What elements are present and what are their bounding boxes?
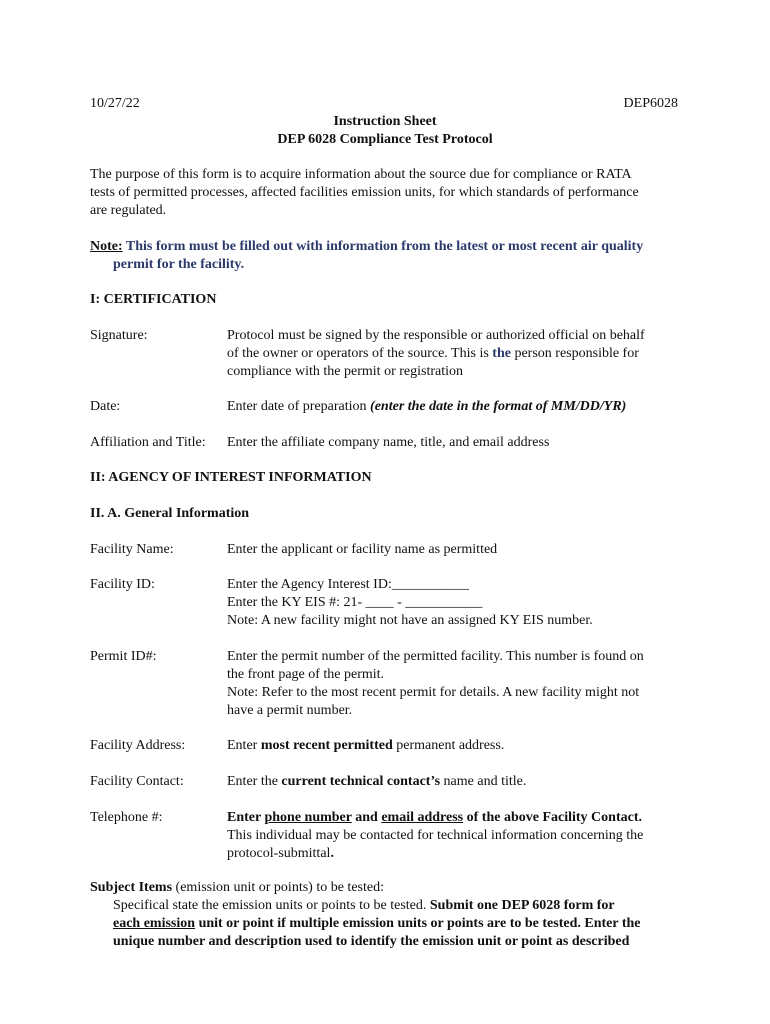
text-run: of the owner or operators of the source. This is — [227, 346, 493, 361]
text-run: Enter — [227, 738, 261, 753]
permit-id-instructions — [227, 648, 683, 720]
text-run: name and title. — [440, 774, 527, 789]
text-run: email address — [381, 810, 464, 825]
affiliation-label: Affiliation and Title: — [90, 435, 206, 450]
facility-id-instructions — [227, 576, 683, 630]
subject-items-heading — [90, 879, 384, 897]
note-text: permit for the facility. — [113, 257, 245, 272]
telephone-label: Telephone #: — [90, 810, 163, 825]
note-label: Note: — [90, 239, 123, 254]
text-run: Enter — [227, 810, 265, 825]
facility-name-label: Facility Name: — [90, 542, 174, 557]
text-run: (enter the date in the format of MM/DD/YR) — [370, 399, 627, 414]
text-run: permanent address. — [392, 738, 505, 753]
text-run: most recent permitted — [260, 738, 393, 753]
text-run: of the above Facility Contact. — [463, 810, 642, 825]
text-run: each emission — [113, 916, 196, 931]
text-line: Enter the KY EIS #: 21- ____ - ___________ — [227, 595, 483, 610]
general-information-heading: II. A. General Information — [90, 506, 250, 521]
text-run: Enter the — [227, 774, 282, 789]
text-run: Enter date of preparation — [227, 399, 371, 414]
intro-line: The purpose of this form is to acquire information about the source due for compliance or RATA — [90, 167, 632, 182]
note-text: This form must be filled out with information from the latest or most recent air quality — [122, 239, 644, 254]
text-line — [227, 809, 683, 827]
section-certification-heading: I: CERTIFICATION — [90, 292, 217, 307]
text-line: compliance with the permit or registration — [227, 364, 463, 379]
text-line: This individual may be contacted for technical information concerning the — [227, 828, 644, 843]
section-agency-heading: II: AGENCY OF INTEREST INFORMATION — [90, 470, 372, 485]
text-line: Note: A new facility might not have an assigned KY EIS number. — [227, 613, 593, 628]
text-line — [227, 345, 683, 363]
date-label: Date: — [90, 399, 121, 414]
text-run: phone number — [264, 810, 352, 825]
facility-address-label: Facility Address: — [90, 738, 186, 753]
facility-contact-instructions — [227, 773, 683, 791]
text-run: and — [351, 810, 382, 825]
text-run: Subject Items — [90, 880, 173, 895]
date-instructions — [227, 398, 683, 416]
text-run: person responsible for — [510, 346, 639, 361]
text-line — [113, 915, 682, 933]
signature-instructions — [227, 327, 683, 381]
text-line: Enter the Agency Interest ID:___________ — [227, 577, 469, 592]
intro-line: are regulated. — [90, 203, 167, 218]
text-line: unique number and description used to identify the emission unit or point as described — [113, 934, 630, 949]
title-instruction-sheet: Instruction Sheet — [333, 114, 437, 129]
text-run: current technical contact’s — [281, 774, 441, 789]
note-block — [90, 238, 682, 274]
text-line — [227, 845, 683, 863]
text-run: (emission unit or points) to be tested: — [172, 880, 384, 895]
text-run: protocol-submittal — [227, 846, 331, 861]
header-date: 10/27/22 — [90, 96, 140, 111]
intro-line: tests of permitted processes, affected facilities emission units, for which standards of performance — [90, 185, 639, 200]
facility-address-instructions — [227, 737, 683, 755]
title-form-name: DEP 6028 Compliance Test Protocol — [277, 132, 493, 147]
text-run: Specifical state the emission units or points to be tested. — [113, 898, 430, 913]
text-line: the front page of the permit. — [227, 667, 385, 682]
permit-id-label: Permit ID#: — [90, 649, 157, 664]
text-line: Enter the permit number of the permitted facility. This number is found on — [227, 649, 644, 664]
text-run: Submit one DEP 6028 form for — [429, 898, 615, 913]
text-line: have a permit number. — [227, 703, 353, 718]
affiliation-instructions: Enter the affiliate company name, title, and email address — [227, 435, 550, 450]
telephone-instructions — [227, 809, 683, 863]
text-run: the — [492, 346, 511, 361]
facility-id-label: Facility ID: — [90, 577, 155, 592]
text-line: Protocol must be signed by the responsible or authorized official on behalf — [227, 328, 645, 343]
text-line: Note: Refer to the most recent permit for details. A new facility might not — [227, 685, 640, 700]
text-line — [113, 897, 682, 915]
text-run: . — [330, 846, 334, 861]
facility-name-instructions: Enter the applicant or facility name as permitted — [227, 542, 498, 557]
signature-label: Signature: — [90, 328, 148, 343]
header-form-code: DEP6028 — [623, 96, 678, 111]
subject-items-instructions — [113, 897, 682, 951]
facility-contact-label: Facility Contact: — [90, 774, 184, 789]
text-run: unit or point if multiple emission units or points are to be tested. Enter the — [195, 916, 641, 931]
intro-paragraph — [90, 166, 680, 220]
